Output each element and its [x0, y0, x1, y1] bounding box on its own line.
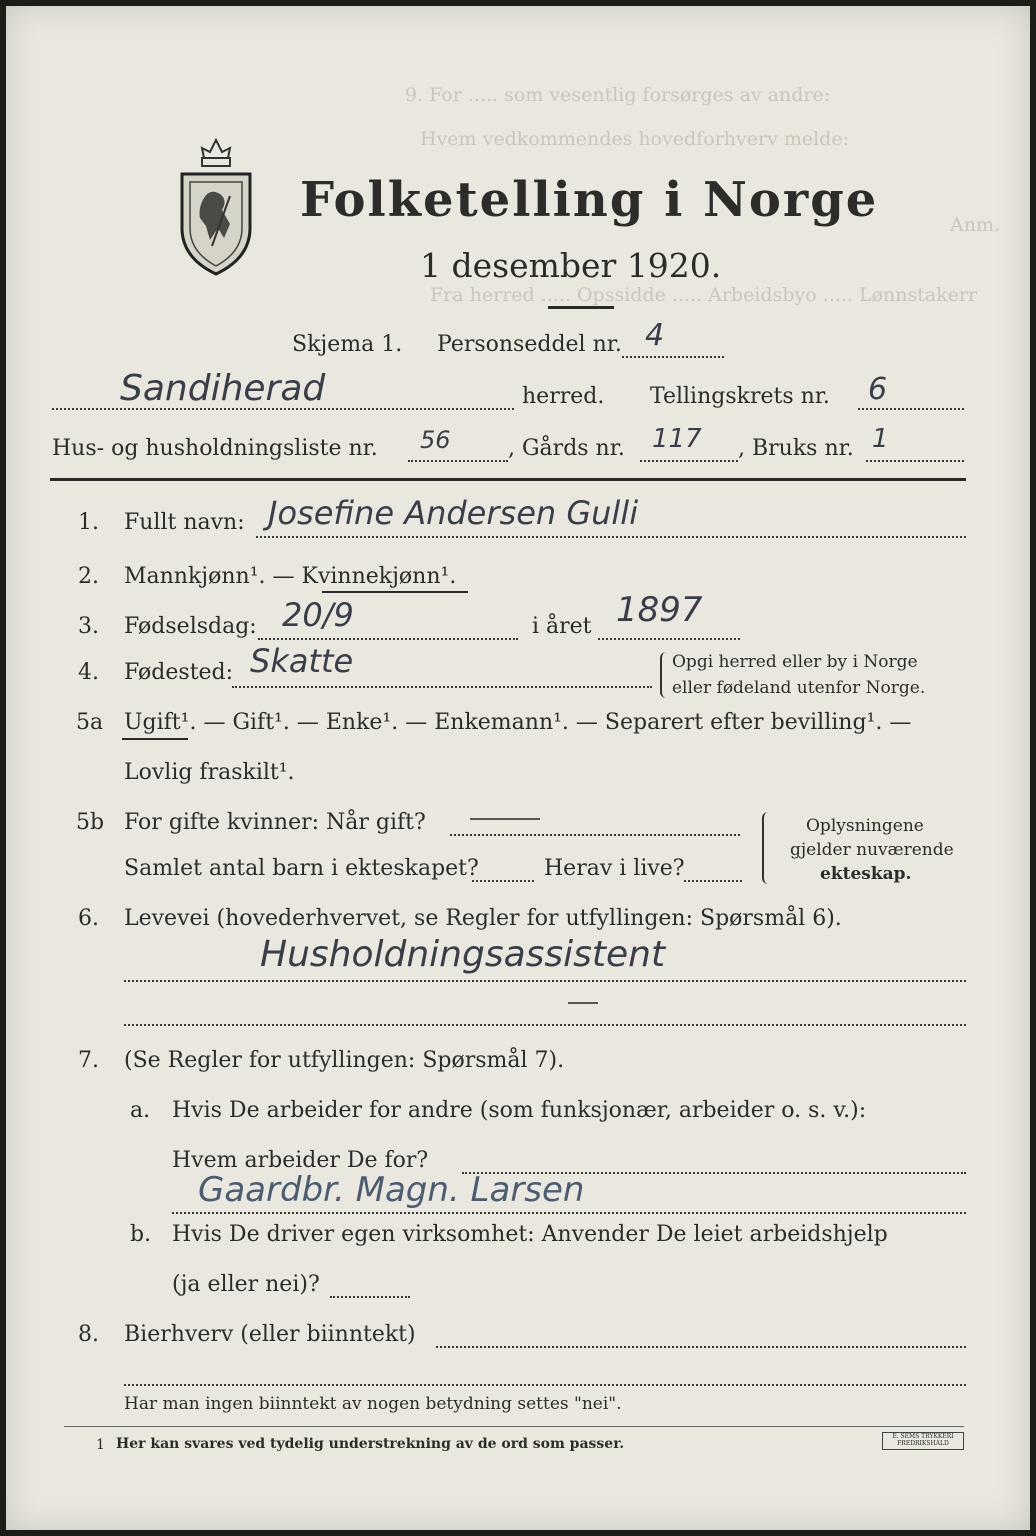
q7a-employer-value: Gaardbr. Magn. Larsen — [198, 1170, 585, 1210]
ghost-text-line: Hvem vedkommendes hovedforhverv melde: — [420, 128, 849, 150]
personseddel-field-line — [622, 356, 724, 358]
tellingskrets-label: Tellingskrets nr. — [650, 384, 830, 409]
q5b-note-line1: Oplysningene — [806, 816, 924, 836]
q6-occupation-label: Levevei (hovederhvervet, se Regler for utfyllingen: Spørsmål 6). — [124, 906, 842, 931]
q2-underline-kvinnekjonn — [322, 591, 468, 593]
q7a-question: Hvis De arbeider for andre (som funksjonær, arbeider o. s. v.): — [172, 1098, 867, 1123]
hus-field-line — [408, 460, 508, 462]
q3-field-line — [258, 638, 518, 640]
bruks-value: 1 — [872, 424, 889, 454]
hus-label: Hus- og husholdningsliste nr. — [52, 436, 378, 461]
q6-field-line-1 — [124, 980, 966, 982]
q5a-status-options: Ugift¹. — Gift¹. — Enke¹. — Enkemann¹. — Separert efter bevilling¹. — — [124, 710, 912, 735]
q7-label: (Se Regler for utfyllingen: Spørsmål 7). — [124, 1048, 565, 1073]
q1-label: Fullt navn: — [124, 510, 245, 535]
q4-note-line1: Opgi herred eller by i Norge — [672, 652, 918, 672]
footnote-mark: 1 — [96, 1437, 105, 1453]
q4-number: 4. — [78, 660, 99, 685]
q2-number: 2. — [78, 564, 99, 589]
gards-value: 117 — [652, 424, 702, 454]
q5b-children-label: Samlet antal barn i ekteskapet? — [124, 856, 479, 881]
q4-label: Fødested: — [124, 660, 234, 685]
herred-field-line — [52, 408, 514, 410]
q5b-alive-field-line — [684, 880, 742, 882]
ghost-text-line: 9. For ..... som vesentlig forsørges av andre: — [405, 84, 831, 106]
q7b-field-line — [330, 1296, 410, 1298]
section-divider — [50, 478, 966, 481]
q3-label: Fødselsdag: — [124, 614, 257, 639]
q3-year-field-line — [598, 638, 740, 640]
q8-field-line-1 — [436, 1346, 966, 1348]
tellingskrets-value: 6 — [868, 372, 888, 407]
census-date: 1 desember 1920. — [420, 246, 722, 285]
q8-label: Bierhverv (eller biinntekt) — [124, 1322, 416, 1347]
q5b-married-field-line — [450, 834, 740, 836]
q3-year-label: i året — [532, 614, 592, 639]
q1-field-line — [256, 536, 966, 538]
q5b-note-line3: ekteskap. — [820, 864, 912, 884]
q5b-note-bracket — [762, 812, 772, 884]
personseddel-label: Personseddel nr. — [437, 332, 622, 357]
q7a-employer-label: Hvem arbeider De for? — [172, 1148, 429, 1173]
q2-gender-options: Mannkjønn¹. — Kvinnekjønn¹. — [124, 564, 457, 589]
bruks-field-line — [866, 460, 964, 462]
ghost-text-line: Anm. — [950, 214, 1001, 236]
q3-year-value: 1897 — [616, 590, 703, 630]
q7b-label: (ja eller nei)? — [172, 1272, 320, 1297]
q1-fullname-value: Josefine Andersen Gulli — [268, 494, 639, 532]
q5b-note-line2: gjelder nuværende — [790, 840, 954, 860]
q6-occupation-value: Husholdningsassistent — [260, 934, 666, 975]
q8-field-line-2 — [124, 1384, 966, 1386]
gards-label: , Gårds nr. — [508, 436, 625, 461]
q4-note-bracket — [660, 652, 668, 698]
q4-note-line2: eller fødeland utenfor Norge. — [672, 678, 926, 698]
herred-label: herred. — [522, 384, 605, 409]
q5a-number: 5a — [76, 710, 104, 735]
tellingskrets-field-line — [858, 408, 964, 410]
q7a-field-line-2 — [172, 1212, 966, 1214]
footnote-text: Her kan svares ved tydelig understrekning av de ord som passer. — [116, 1436, 625, 1452]
q4-birthplace-value: Skatte — [250, 642, 354, 680]
personseddel-value: 4 — [645, 318, 665, 353]
q3-number: 3. — [78, 614, 99, 639]
form-title: Folketelling i Norge — [300, 172, 879, 228]
q7-number: 7. — [78, 1048, 99, 1073]
printer-stamp — [882, 1432, 964, 1450]
footer-note: Har man ingen biinntekt av nogen betydning settes "nei". — [124, 1394, 622, 1414]
hus-value: 56 — [420, 426, 451, 454]
q5b-dash-mark — [470, 818, 540, 820]
q5b-number: 5b — [76, 810, 105, 835]
q5b-alive-label: Herav i live? — [544, 856, 685, 881]
q6-dash-mark — [568, 1002, 598, 1004]
q4-field-line — [232, 686, 652, 688]
herred-value: Sandiherad — [120, 368, 326, 409]
q8-number: 8. — [78, 1322, 99, 1347]
ghost-text-line: Fra herred ..... Opssidde ..... Arbeidsbyo ..... Lønnstakerr — [430, 284, 978, 306]
skjema-label: Skjema 1. — [292, 332, 403, 357]
title-rule — [548, 306, 614, 309]
q6-field-line-2 — [124, 1024, 966, 1026]
gards-field-line — [640, 460, 738, 462]
q3-birthday-value: 20/9 — [282, 596, 354, 634]
q7a-letter: a. — [130, 1098, 151, 1123]
footer-rule — [64, 1426, 964, 1427]
q1-number: 1. — [78, 510, 99, 535]
printer-stamp-text: E. SEMS TRYKKERI FREDRIKSHALD — [892, 1433, 954, 1447]
norwegian-coat-of-arms-icon — [170, 128, 262, 278]
bruks-label: , Bruks nr. — [738, 436, 854, 461]
q6-number: 6. — [78, 906, 99, 931]
q5a-status-options-cont: Lovlig fraskilt¹. — [124, 760, 295, 785]
q5a-underline-ugift — [122, 738, 188, 740]
q5b-married-label: For gifte kvinner: Når gift? — [124, 810, 426, 835]
q5b-children-field-line — [472, 880, 534, 882]
q7b-letter: b. — [130, 1222, 152, 1247]
q7b-question: Hvis De driver egen virksomhet: Anvender De leiet arbeidshjelp — [172, 1222, 888, 1247]
